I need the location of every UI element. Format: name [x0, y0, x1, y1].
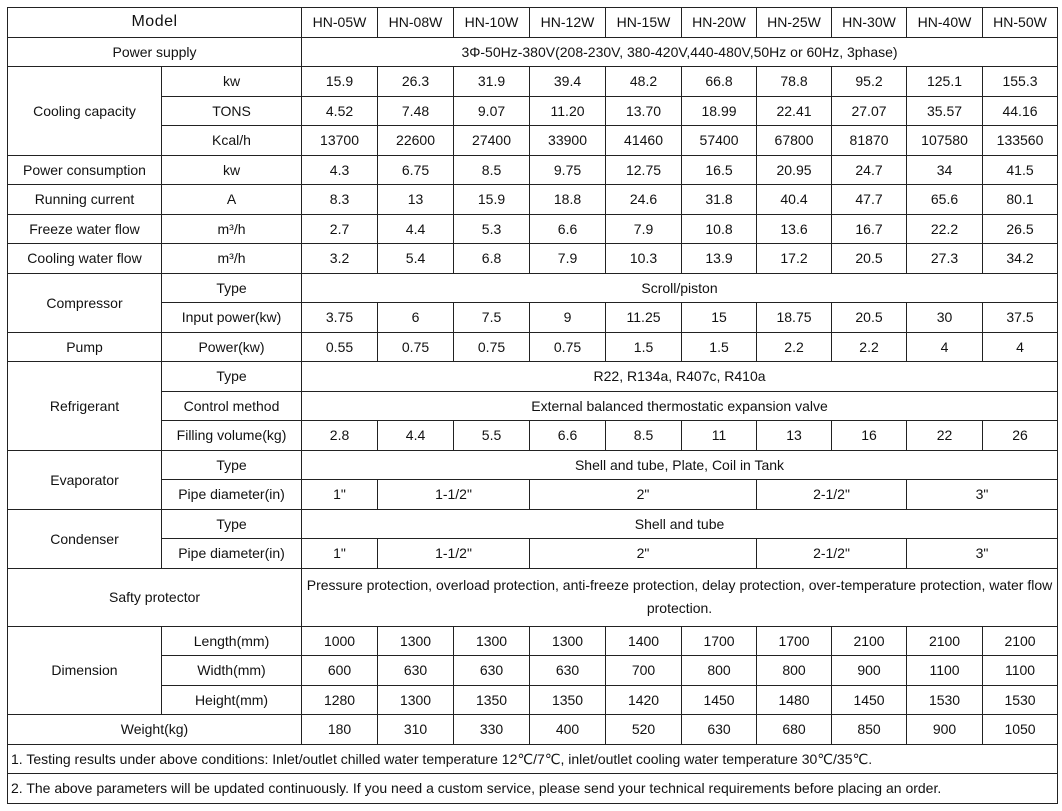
cell-value: 81870	[832, 126, 907, 156]
model-name: HN-40W	[907, 8, 983, 38]
unit-label: Height(mm)	[162, 685, 302, 715]
cell-value: 20.95	[757, 155, 832, 185]
row-label: Weight(kg)	[8, 715, 302, 745]
table-row	[8, 244, 1058, 274]
cell-value: 26.3	[378, 67, 454, 97]
cell-value: 26	[983, 421, 1058, 451]
cell-value: 31.9	[454, 67, 530, 97]
cell-value: 1100	[907, 656, 983, 686]
cell-value: 1400	[606, 626, 682, 656]
table-row	[8, 185, 1058, 215]
cell-value: 24.7	[832, 155, 907, 185]
cell-value: 47.7	[832, 185, 907, 215]
cell-value: 4	[983, 332, 1058, 362]
table-row	[8, 332, 1058, 362]
cell-value: 2100	[983, 626, 1058, 656]
table-row	[8, 391, 1058, 421]
model-name: HN-08W	[378, 8, 454, 38]
cell-value: 33900	[530, 126, 606, 156]
unit-label: Input power(kw)	[162, 303, 302, 333]
cell-value: 0.55	[302, 332, 378, 362]
row-label: Power consumption	[8, 155, 162, 185]
cell-value: 27400	[454, 126, 530, 156]
cell-value: 9.75	[530, 155, 606, 185]
cell-value: 6.75	[378, 155, 454, 185]
unit-label: Kcal/h	[162, 126, 302, 156]
cell-value: 20.5	[832, 303, 907, 333]
cell-value: 900	[832, 656, 907, 686]
cell-value: 17.2	[757, 244, 832, 274]
cell-value: 133560	[983, 126, 1058, 156]
power-supply-value: 3Φ-50Hz-380V(208-230V, 380-420V,440-480V,50Hz or 60Hz, 3phase)	[302, 37, 1058, 67]
model-name: HN-20W	[682, 8, 757, 38]
cell-value: 13.9	[682, 244, 757, 274]
table-row	[8, 715, 1058, 745]
table-row	[8, 480, 1058, 510]
table-row	[8, 214, 1058, 244]
spec-table	[7, 7, 1058, 804]
cell-value: 2"	[530, 539, 757, 569]
cell-value: 41.5	[983, 155, 1058, 185]
cell-value: 680	[757, 715, 832, 745]
cell-value: 0.75	[378, 332, 454, 362]
cell-value: 1450	[832, 685, 907, 715]
unit-label: Type	[162, 509, 302, 539]
cell-value: 1050	[983, 715, 1058, 745]
cell-value: 5.5	[454, 421, 530, 451]
cell-value: 2"	[530, 480, 757, 510]
footnote: 1. Testing results under above conditions: Inlet/outlet chilled water temperature 12℃/7℃, inlet/outlet cooling water temperature 30℃/35℃.	[8, 744, 1058, 774]
cell-value: 900	[907, 715, 983, 745]
unit-label: Pipe diameter(in)	[162, 539, 302, 569]
table-row	[8, 421, 1058, 451]
cell-value: 13700	[302, 126, 378, 156]
table-row	[8, 273, 1058, 303]
cell-value: 10.8	[682, 214, 757, 244]
cell-value: 2.2	[832, 332, 907, 362]
cell-value: 11	[682, 421, 757, 451]
cell-value: 26.5	[983, 214, 1058, 244]
cell-value: 155.3	[983, 67, 1058, 97]
cell-value: 37.5	[983, 303, 1058, 333]
cell-value: 400	[530, 715, 606, 745]
cell-value: 11.25	[606, 303, 682, 333]
unit-label: kw	[162, 155, 302, 185]
merged-value: External balanced thermostatic expansion valve	[302, 391, 1058, 421]
cell-value: 6.6	[530, 214, 606, 244]
cell-value: 10.3	[606, 244, 682, 274]
cell-value: 4.52	[302, 96, 378, 126]
cell-value: 31.8	[682, 185, 757, 215]
cell-value: 800	[682, 656, 757, 686]
unit-label: Length(mm)	[162, 626, 302, 656]
row-label: Refrigerant	[8, 362, 162, 451]
row-label: Safty protector	[8, 568, 302, 626]
row-label: Running current	[8, 185, 162, 215]
cell-value: 3.75	[302, 303, 378, 333]
merged-value: Scroll/piston	[302, 273, 1058, 303]
cell-value: 1300	[454, 626, 530, 656]
row-label: Dimension	[8, 626, 162, 715]
cell-value: 16	[832, 421, 907, 451]
cell-value: 1280	[302, 685, 378, 715]
cell-value: 2.7	[302, 214, 378, 244]
model-name: HN-05W	[302, 8, 378, 38]
cell-value: 8.5	[454, 155, 530, 185]
cell-value: 330	[454, 715, 530, 745]
unit-label: Power(kw)	[162, 332, 302, 362]
cell-value: 1000	[302, 626, 378, 656]
cell-value: 78.8	[757, 67, 832, 97]
cell-value: 13	[757, 421, 832, 451]
cell-value: 18.75	[757, 303, 832, 333]
model-name: HN-30W	[832, 8, 907, 38]
cell-value: 0.75	[530, 332, 606, 362]
table-row	[8, 509, 1058, 539]
unit-label: m³/h	[162, 244, 302, 274]
cell-value: 125.1	[907, 67, 983, 97]
row-label: Freeze water flow	[8, 214, 162, 244]
cell-value: 13.6	[757, 214, 832, 244]
model-name: HN-15W	[606, 8, 682, 38]
cell-value: 1300	[530, 626, 606, 656]
cell-value: 3.2	[302, 244, 378, 274]
cell-value: 9	[530, 303, 606, 333]
table-row	[8, 539, 1058, 569]
cell-value: 1350	[454, 685, 530, 715]
unit-label: Pipe diameter(in)	[162, 480, 302, 510]
cell-value: 39.4	[530, 67, 606, 97]
cell-value: 22600	[378, 126, 454, 156]
cell-value: 57400	[682, 126, 757, 156]
cell-value: 1-1/2"	[378, 480, 530, 510]
cell-value: 15	[682, 303, 757, 333]
cell-value: 1300	[378, 685, 454, 715]
footnote: 2. The above parameters will be updated continuously. If you need a custom service, please send your technical requirements before placing an order.	[8, 774, 1058, 804]
unit-label: Control method	[162, 391, 302, 421]
merged-value: R22, R134a, R407c, R410a	[302, 362, 1058, 392]
merged-value: Shell and tube, Plate, Coil in Tank	[302, 450, 1058, 480]
model-name: HN-10W	[454, 8, 530, 38]
cell-value: 40.4	[757, 185, 832, 215]
cell-value: 5.4	[378, 244, 454, 274]
row-label: Power supply	[8, 37, 302, 67]
cell-value: 1300	[378, 626, 454, 656]
cell-value: 1350	[530, 685, 606, 715]
cell-value: 41460	[606, 126, 682, 156]
cell-value: 6.6	[530, 421, 606, 451]
cell-value: 1.5	[682, 332, 757, 362]
cell-value: 1530	[983, 685, 1058, 715]
cell-value: 1420	[606, 685, 682, 715]
cell-value: 11.20	[530, 96, 606, 126]
cell-value: 2100	[832, 626, 907, 656]
note-row	[8, 744, 1058, 774]
cell-value: 4.4	[378, 214, 454, 244]
unit-label: Type	[162, 362, 302, 392]
cell-value: 65.6	[907, 185, 983, 215]
cell-value: 67800	[757, 126, 832, 156]
cell-value: 6	[378, 303, 454, 333]
cell-value: 2.2	[757, 332, 832, 362]
row-label: Evaporator	[8, 450, 162, 509]
unit-label: Width(mm)	[162, 656, 302, 686]
table-row	[8, 362, 1058, 392]
model-name: HN-25W	[757, 8, 832, 38]
cell-value: 1480	[757, 685, 832, 715]
table-row	[8, 626, 1058, 656]
safety-value: Pressure protection, overload protection, anti-freeze protection, delay protection, over-temperature protection, water flow protection.	[302, 568, 1058, 626]
cell-value: 15.9	[302, 67, 378, 97]
unit-label: TONS	[162, 96, 302, 126]
cell-value: 18.8	[530, 185, 606, 215]
unit-label: Type	[162, 273, 302, 303]
cell-value: 13	[378, 185, 454, 215]
cell-value: 27.07	[832, 96, 907, 126]
cell-value: 15.9	[454, 185, 530, 215]
row-label: Pump	[8, 332, 162, 362]
cell-value: 630	[378, 656, 454, 686]
cell-value: 7.48	[378, 96, 454, 126]
row-label: Compressor	[8, 273, 162, 332]
cell-value: 95.2	[832, 67, 907, 97]
cell-value: 8.3	[302, 185, 378, 215]
cell-value: 12.75	[606, 155, 682, 185]
cell-value: 2.8	[302, 421, 378, 451]
cell-value: 16.7	[832, 214, 907, 244]
cell-value: 18.99	[682, 96, 757, 126]
cell-value: 1-1/2"	[378, 539, 530, 569]
unit-label: A	[162, 185, 302, 215]
cell-value: 4	[907, 332, 983, 362]
cell-value: 1.5	[606, 332, 682, 362]
cell-value: 48.2	[606, 67, 682, 97]
cell-value: 35.57	[907, 96, 983, 126]
cell-value: 0.75	[454, 332, 530, 362]
cell-value: 1"	[302, 539, 378, 569]
unit-label: Type	[162, 450, 302, 480]
row-label: Condenser	[8, 509, 162, 568]
cell-value: 13.70	[606, 96, 682, 126]
cell-value: 630	[454, 656, 530, 686]
table-row	[8, 303, 1058, 333]
cell-value: 600	[302, 656, 378, 686]
cell-value: 30	[907, 303, 983, 333]
cell-value: 22	[907, 421, 983, 451]
power-supply-row	[8, 37, 1058, 67]
cell-value: 700	[606, 656, 682, 686]
cell-value: 22.2	[907, 214, 983, 244]
header-row	[8, 8, 1058, 38]
table-row	[8, 155, 1058, 185]
cell-value: 2-1/2"	[757, 539, 907, 569]
cell-value: 34	[907, 155, 983, 185]
cell-value: 4.3	[302, 155, 378, 185]
cell-value: 5.3	[454, 214, 530, 244]
unit-label: m³/h	[162, 214, 302, 244]
cell-value: 34.2	[983, 244, 1058, 274]
cell-value: 66.8	[682, 67, 757, 97]
cell-value: 6.8	[454, 244, 530, 274]
cell-value: 2-1/2"	[757, 480, 907, 510]
note-row	[8, 774, 1058, 804]
cell-value: 80.1	[983, 185, 1058, 215]
cell-value: 630	[682, 715, 757, 745]
cell-value: 310	[378, 715, 454, 745]
cell-value: 630	[530, 656, 606, 686]
cell-value: 800	[757, 656, 832, 686]
cell-value: 180	[302, 715, 378, 745]
table-row	[8, 656, 1058, 686]
unit-label: kw	[162, 67, 302, 97]
row-label: Cooling water flow	[8, 244, 162, 274]
model-name: HN-50W	[983, 8, 1058, 38]
cell-value: 3"	[907, 480, 1058, 510]
model-label: Model	[8, 8, 302, 38]
merged-value: Shell and tube	[302, 509, 1058, 539]
cell-value: 520	[606, 715, 682, 745]
cell-value: 44.16	[983, 96, 1058, 126]
cell-value: 20.5	[832, 244, 907, 274]
table-row	[8, 685, 1058, 715]
cell-value: 4.4	[378, 421, 454, 451]
cell-value: 850	[832, 715, 907, 745]
cell-value: 16.5	[682, 155, 757, 185]
cell-value: 22.41	[757, 96, 832, 126]
cell-value: 9.07	[454, 96, 530, 126]
cell-value: 1100	[983, 656, 1058, 686]
cell-value: 1530	[907, 685, 983, 715]
table-row	[8, 568, 1058, 626]
unit-label: Filling volume(kg)	[162, 421, 302, 451]
model-name: HN-12W	[530, 8, 606, 38]
cell-value: 27.3	[907, 244, 983, 274]
table-row	[8, 450, 1058, 480]
table-row	[8, 96, 1058, 126]
cell-value: 7.9	[606, 214, 682, 244]
cell-value: 1700	[682, 626, 757, 656]
cell-value: 7.9	[530, 244, 606, 274]
cell-value: 8.5	[606, 421, 682, 451]
cell-value: 1450	[682, 685, 757, 715]
cell-value: 107580	[907, 126, 983, 156]
table-row	[8, 126, 1058, 156]
cell-value: 1"	[302, 480, 378, 510]
table-row	[8, 67, 1058, 97]
cell-value: 7.5	[454, 303, 530, 333]
cell-value: 2100	[907, 626, 983, 656]
cell-value: 1700	[757, 626, 832, 656]
row-label: Cooling capacity	[8, 67, 162, 156]
cell-value: 24.6	[606, 185, 682, 215]
cell-value: 3"	[907, 539, 1058, 569]
